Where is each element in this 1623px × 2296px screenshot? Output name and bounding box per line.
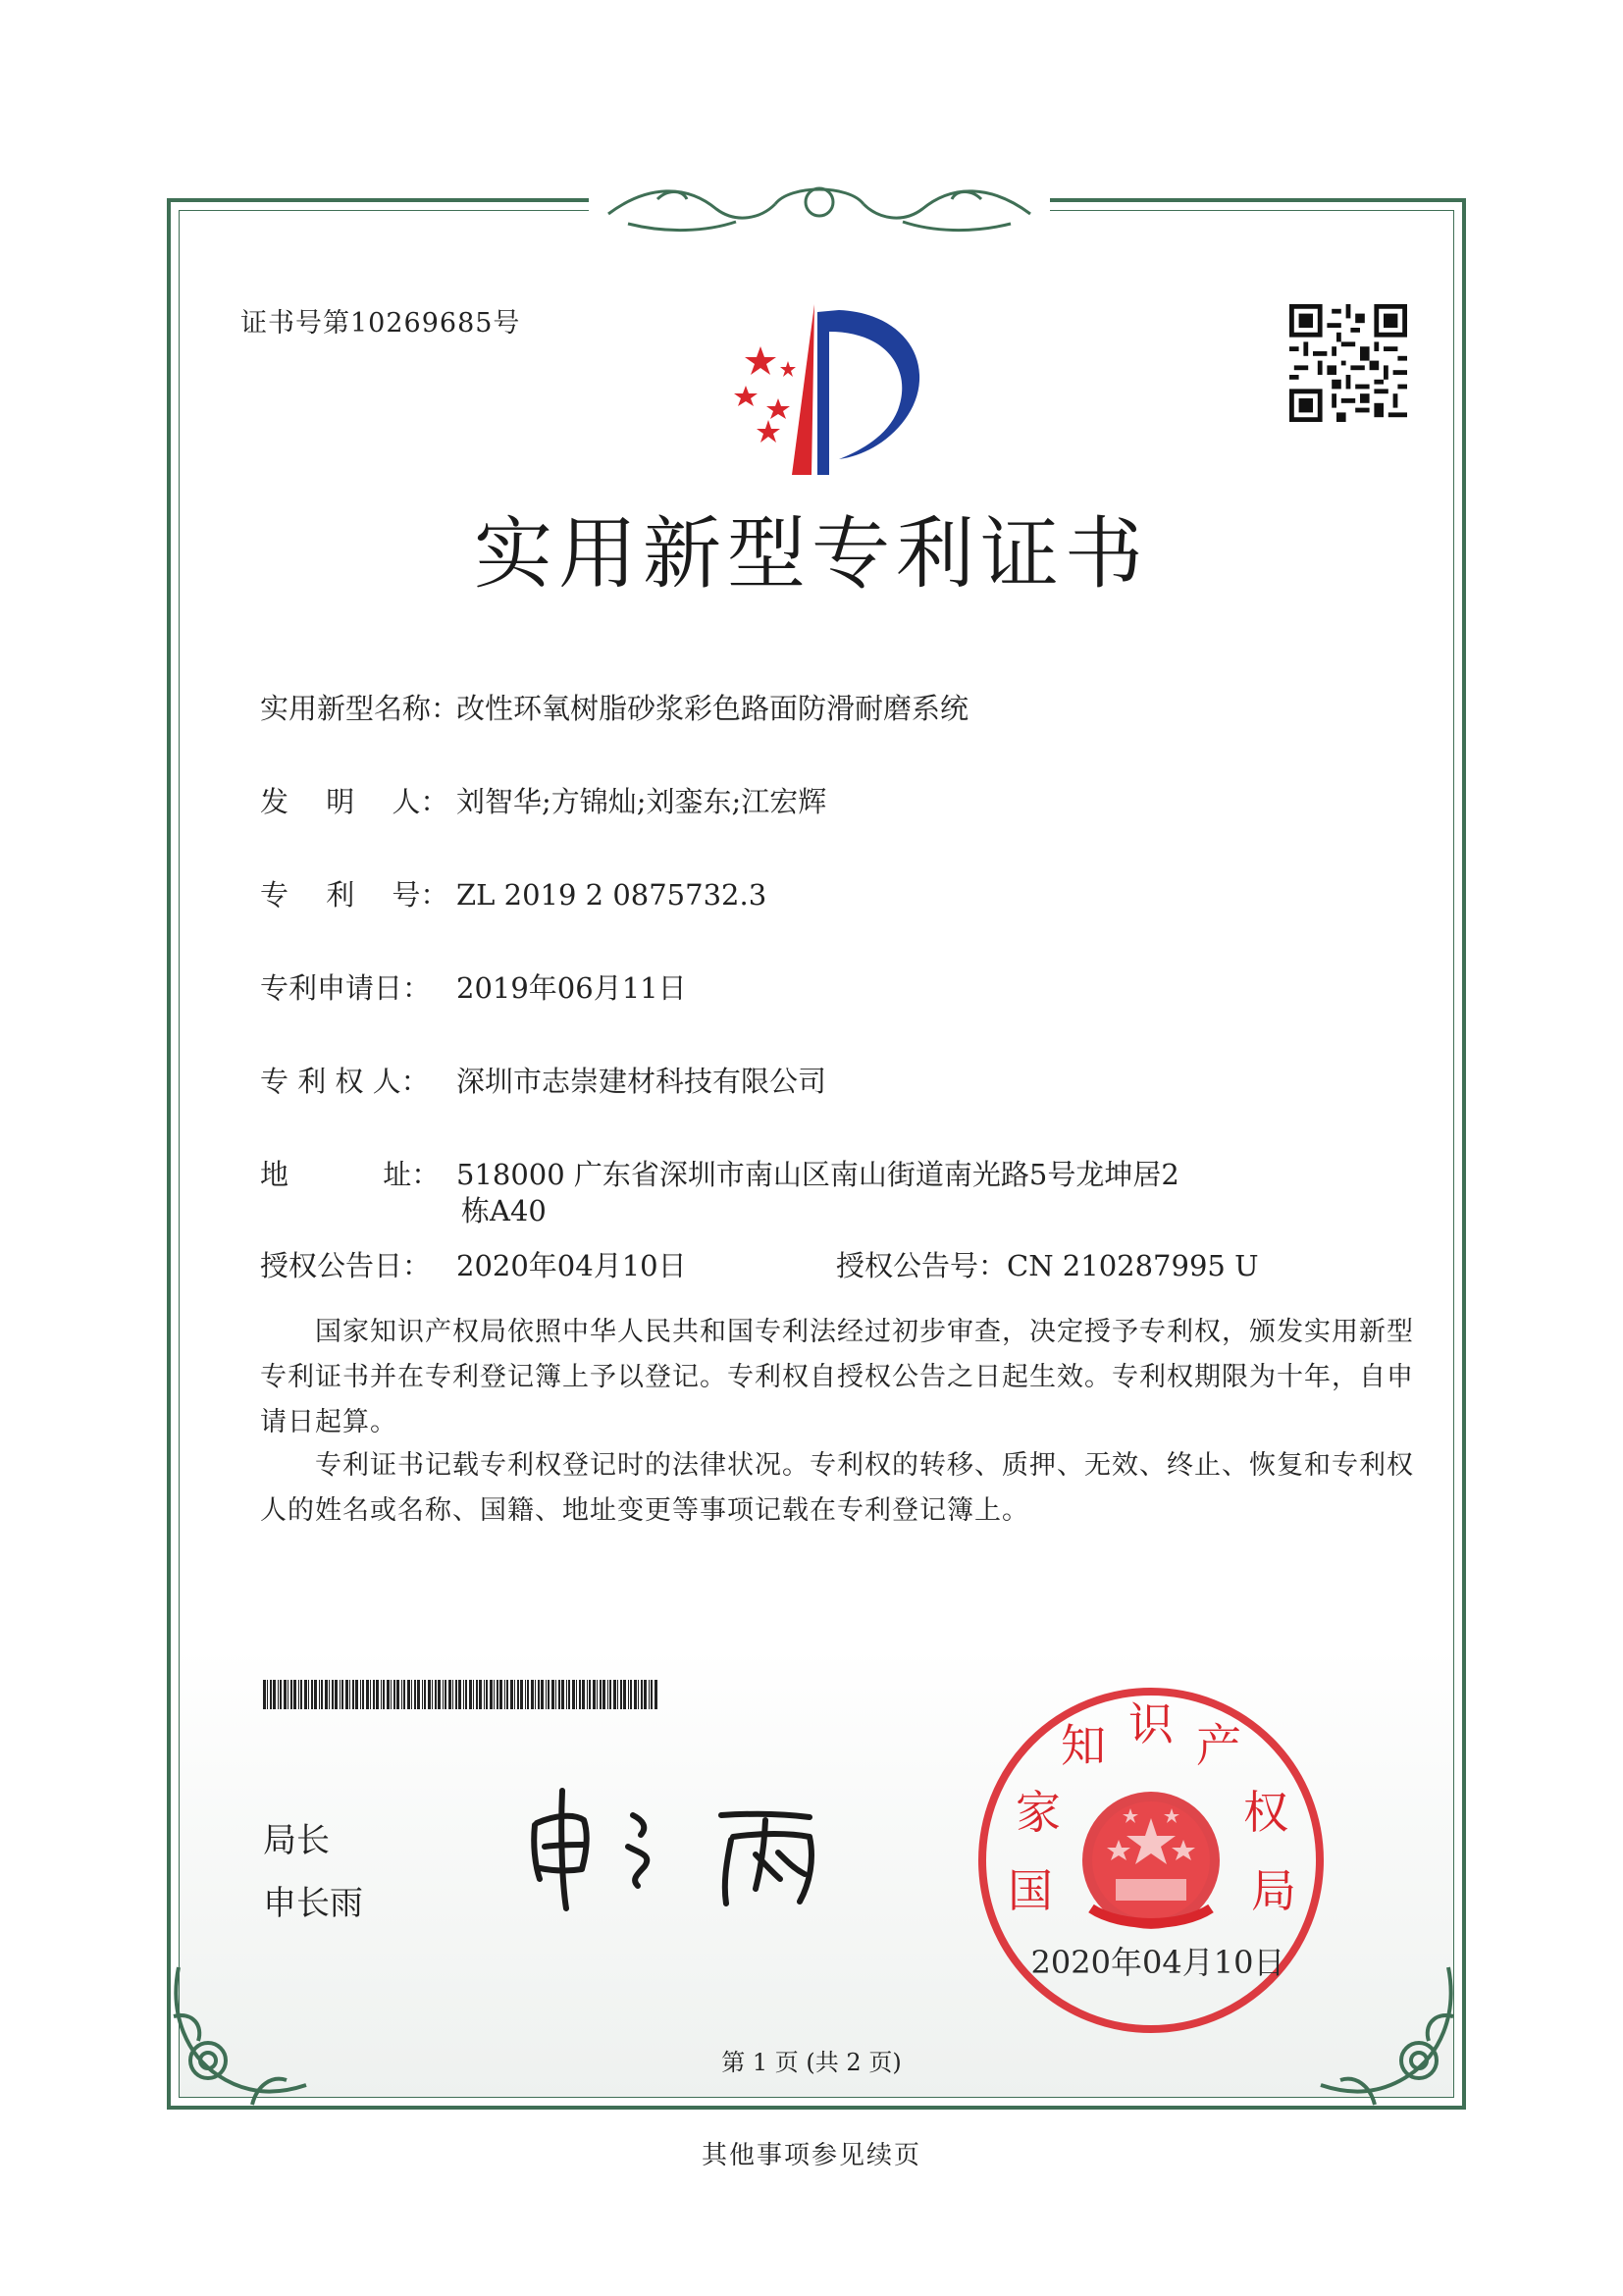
barcode-bar bbox=[623, 1680, 626, 1709]
barcode-bar bbox=[335, 1680, 338, 1709]
barcode-bar bbox=[551, 1680, 554, 1709]
barcode-bar bbox=[362, 1680, 364, 1709]
barcode-bar bbox=[561, 1680, 564, 1709]
barcode-bar bbox=[278, 1680, 279, 1709]
field-value: CN 210287995 U bbox=[1007, 1249, 1259, 1282]
field-address-line2: 栋A40 bbox=[461, 1194, 547, 1227]
barcode-bar bbox=[558, 1680, 560, 1709]
director-title: 局长 bbox=[263, 1821, 330, 1860]
barcode-bar bbox=[355, 1680, 358, 1709]
barcode-bar bbox=[329, 1680, 330, 1709]
barcode-bar bbox=[284, 1680, 287, 1709]
field-value: 深圳市志崇建材科技有限公司 bbox=[456, 1065, 827, 1098]
barcode-bar bbox=[321, 1680, 323, 1709]
field-application-date bbox=[260, 966, 687, 1007]
barcode-bar bbox=[290, 1680, 292, 1709]
barcode-bar bbox=[373, 1680, 375, 1709]
page-number: 第 1 页 (共 2 页) bbox=[721, 2049, 902, 2076]
barcode-bar bbox=[273, 1680, 276, 1709]
barcode-bar bbox=[527, 1680, 529, 1709]
barcode-bar bbox=[325, 1680, 328, 1709]
barcode-bar bbox=[597, 1680, 598, 1709]
barcode-bar bbox=[376, 1680, 379, 1709]
barcode-bar bbox=[345, 1680, 348, 1709]
barcode-bar bbox=[541, 1680, 544, 1709]
barcode-bar bbox=[654, 1680, 657, 1709]
barcode-bar bbox=[393, 1680, 395, 1709]
svg-text:家: 家 bbox=[1016, 1786, 1061, 1839]
barcode-bar bbox=[438, 1680, 441, 1709]
barcode-bar bbox=[641, 1680, 643, 1709]
barcode-bar bbox=[391, 1680, 392, 1709]
barcode-bar bbox=[649, 1680, 650, 1709]
barcode-bar bbox=[602, 1680, 605, 1709]
field-value: 518000 广东省深圳市南山区南山街道南光路5号龙坤居2 bbox=[456, 1158, 1179, 1191]
barcode-bar bbox=[587, 1680, 588, 1709]
barcode-bar bbox=[499, 1680, 502, 1709]
field-grant-date bbox=[260, 1244, 687, 1284]
barcode-bar bbox=[600, 1680, 602, 1709]
barcode-bar bbox=[452, 1680, 453, 1709]
barcode-bar bbox=[607, 1680, 608, 1709]
certificate-number: 证书号第10269685号 bbox=[240, 308, 521, 339]
barcode-bar bbox=[381, 1680, 382, 1709]
svg-text:局: 局 bbox=[1251, 1864, 1296, 1917]
barcode-bar bbox=[300, 1680, 302, 1709]
barcode-bar bbox=[638, 1680, 639, 1709]
barcode-bar bbox=[298, 1680, 299, 1709]
barcode-bar bbox=[617, 1680, 618, 1709]
barcode-bar bbox=[366, 1680, 369, 1709]
barcode-bar bbox=[396, 1680, 399, 1709]
barcode-bar bbox=[535, 1680, 536, 1709]
barcode-bar bbox=[593, 1680, 596, 1709]
statement-paragraph-1: 国家知识产权局依照中华人民共和国专利法经过初步审查，决定授予专利权，颁发实用新型专利证书并在专利登记簿上予以登记。专利权自授权公告之日起生效。专利权期限为十年，自申请日起算。 bbox=[260, 1317, 1414, 1437]
field-grant-publication-number bbox=[836, 1244, 1259, 1284]
barcode-bar bbox=[630, 1680, 632, 1709]
certificate-title: 实用新型专利证书 bbox=[474, 508, 1149, 600]
barcode-bar bbox=[651, 1680, 653, 1709]
barcode-bar bbox=[566, 1680, 567, 1709]
barcode-bar bbox=[589, 1680, 591, 1709]
barcode-bar bbox=[568, 1680, 570, 1709]
barcode-bar bbox=[432, 1680, 433, 1709]
barcode-bar bbox=[463, 1680, 464, 1709]
field-label: 发 明 人： bbox=[260, 785, 449, 818]
barcode-bar bbox=[506, 1680, 508, 1709]
barcode-bar bbox=[546, 1680, 547, 1709]
barcode-bar bbox=[332, 1680, 334, 1709]
barcode-bar bbox=[319, 1680, 320, 1709]
svg-text:国: 国 bbox=[1008, 1864, 1053, 1917]
director-name: 申长雨 bbox=[263, 1884, 363, 1923]
barcode-bar bbox=[311, 1680, 313, 1709]
barcode-bar bbox=[403, 1680, 405, 1709]
barcode-bar bbox=[280, 1680, 282, 1709]
barcode-bar bbox=[520, 1680, 523, 1709]
barcode-bar bbox=[504, 1680, 505, 1709]
field-label: 专利申请日： bbox=[260, 971, 432, 1005]
barcode-bar bbox=[494, 1680, 495, 1709]
barcode-bar bbox=[514, 1680, 515, 1709]
barcode-bar bbox=[411, 1680, 412, 1709]
barcode-bar bbox=[525, 1680, 526, 1709]
cnipa-logo-icon bbox=[702, 302, 937, 479]
field-label: 授权公告号： bbox=[836, 1249, 1008, 1282]
barcode-icon bbox=[263, 1680, 660, 1709]
barcode-bar bbox=[576, 1680, 577, 1709]
barcode-bar bbox=[473, 1680, 474, 1709]
barcode-bar bbox=[445, 1680, 446, 1709]
barcode-bar bbox=[484, 1680, 485, 1709]
barcode-bar bbox=[510, 1680, 513, 1709]
field-value: 2020年04月10日 bbox=[456, 1249, 687, 1282]
field-value: 改性环氧树脂砂浆彩色路面防滑耐磨系统 bbox=[456, 692, 969, 725]
corner-ornament-icon bbox=[1311, 1957, 1468, 2114]
barcode-bar bbox=[455, 1680, 457, 1709]
barcode-bar bbox=[476, 1680, 478, 1709]
barcode-bar bbox=[579, 1680, 581, 1709]
barcode-bar bbox=[609, 1680, 611, 1709]
barcode-bar bbox=[414, 1680, 416, 1709]
barcode-bar bbox=[407, 1680, 410, 1709]
barcode-bar bbox=[370, 1680, 371, 1709]
barcode-bar bbox=[490, 1680, 493, 1709]
barcode-bar bbox=[634, 1680, 637, 1709]
svg-text:权: 权 bbox=[1243, 1786, 1288, 1839]
barcode-bar bbox=[548, 1680, 550, 1709]
barcode-bar bbox=[270, 1680, 272, 1709]
barcode-bar bbox=[308, 1680, 309, 1709]
top-ornament-icon bbox=[589, 165, 1050, 243]
field-address bbox=[260, 1153, 1179, 1193]
barcode-bar bbox=[428, 1680, 431, 1709]
qr-code-icon bbox=[1289, 304, 1407, 422]
barcode-bar bbox=[531, 1680, 534, 1709]
seal-date: 2020年04月10日 bbox=[1030, 1944, 1285, 1981]
barcode-bar bbox=[644, 1680, 647, 1709]
barcode-bar bbox=[424, 1680, 426, 1709]
field-label: 实用新型名称： bbox=[260, 692, 460, 725]
field-patent-number bbox=[260, 873, 766, 913]
barcode-bar bbox=[572, 1680, 575, 1709]
barcode-bar bbox=[465, 1680, 467, 1709]
barcode-bar bbox=[422, 1680, 423, 1709]
field-value: 刘智华;方锦灿;刘銮东;江宏辉 bbox=[456, 785, 827, 818]
field-label: 专 利 权 人： bbox=[260, 1065, 430, 1098]
barcode-bar bbox=[443, 1680, 444, 1709]
barcode-bar bbox=[555, 1680, 556, 1709]
barcode-bar bbox=[417, 1680, 420, 1709]
svg-text:知: 知 bbox=[1061, 1719, 1106, 1772]
svg-text:产: 产 bbox=[1196, 1719, 1241, 1772]
barcode-bar bbox=[387, 1680, 390, 1709]
barcode-bar bbox=[628, 1680, 629, 1709]
field-label: 地 址： bbox=[260, 1158, 441, 1191]
barcode-bar bbox=[314, 1680, 317, 1709]
svg-text:识: 识 bbox=[1128, 1697, 1174, 1750]
field-patentee bbox=[260, 1060, 826, 1100]
field-label: 专 利 号： bbox=[260, 878, 449, 912]
barcode-bar bbox=[620, 1680, 622, 1709]
field-label: 授权公告日： bbox=[260, 1249, 432, 1282]
barcode-bar bbox=[304, 1680, 307, 1709]
barcode-bar bbox=[582, 1680, 585, 1709]
barcode-bar bbox=[341, 1680, 343, 1709]
continued-note: 其他事项参见续页 bbox=[701, 2141, 921, 2170]
barcode-bar bbox=[293, 1680, 296, 1709]
barcode-bar bbox=[458, 1680, 461, 1709]
official-seal bbox=[973, 1683, 1329, 2038]
barcode-bar bbox=[360, 1680, 361, 1709]
statement-paragraph-2: 专利证书记载专利权登记时的法律状况。专利权的转移、质押、无效、终止、恢复和专利权人的姓名或名称、国籍、地址变更等事项记载在专利登记簿上。 bbox=[260, 1450, 1414, 1526]
field-value: 2019年06月11日 bbox=[456, 971, 687, 1005]
field-value: ZL 2019 2 0875732.3 bbox=[456, 878, 767, 912]
barcode-bar bbox=[267, 1680, 268, 1709]
barcode-bar bbox=[469, 1680, 472, 1709]
barcode-bar bbox=[263, 1680, 266, 1709]
barcode-bar bbox=[517, 1680, 519, 1709]
field-inventors bbox=[260, 780, 826, 820]
barcode-bar bbox=[613, 1680, 616, 1709]
director-signature bbox=[515, 1776, 849, 1913]
barcode-bar bbox=[435, 1680, 437, 1709]
corner-ornament-icon bbox=[159, 1957, 316, 2114]
barcode-bar bbox=[349, 1680, 350, 1709]
barcode-bar bbox=[479, 1680, 482, 1709]
barcode-bar bbox=[538, 1680, 540, 1709]
barcode-bar bbox=[352, 1680, 354, 1709]
barcode-bar bbox=[401, 1680, 402, 1709]
barcode-bar bbox=[383, 1680, 385, 1709]
barcode-bar bbox=[486, 1680, 488, 1709]
barcode-bar bbox=[448, 1680, 451, 1709]
field-utility-model-name bbox=[260, 687, 969, 727]
barcode-bar bbox=[497, 1680, 498, 1709]
